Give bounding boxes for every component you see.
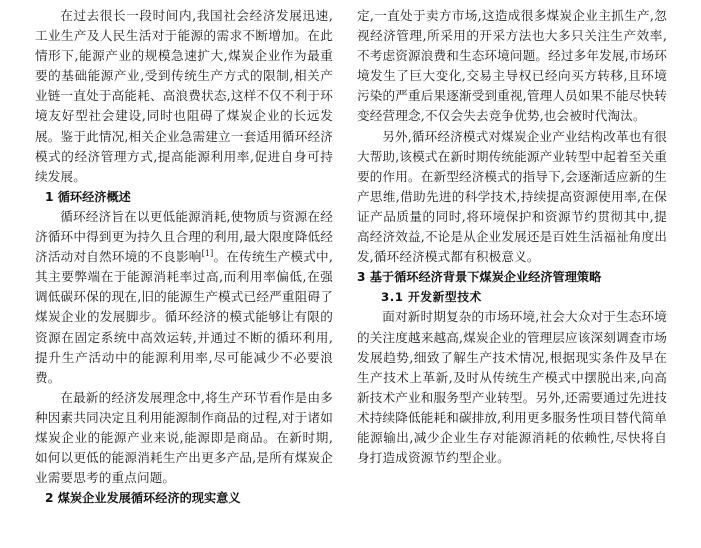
right-column [357, 6, 667, 468]
economic-concept-paragraph: 在最新的经济发展理念中,将生产环节看作是由多种因素共同决定且利用能源制作商品的过程,对于诸如煤炭企业的能源产业来说,能源即是商品。在新时期,如何以更低的能源消耗生产出更多产品,是所有煤炭企业需要思考的重点问题。 [35, 389, 333, 486]
section-heading-3: 3 基于循环经济背景下煤炭企业经济管理策略 [357, 270, 602, 285]
paragraph-text-part: 。在传统生产模式中,其主要弊端在于能源消耗率过高,而利用率偏低,在强调低碳环保的现在,旧的能源生产模式已经严重阻碍了煤炭企业的发展脚步。循环经济的模式能够让有限的资源在固定系统中高效运转,并通过不断的循环利用,提升生产活动中的能源利用率,尽可能减少不必要浪费。 [35, 249, 333, 385]
circular-economy-paragraph [35, 207, 333, 388]
intro-paragraph: 在过去很长一段时间内,我国社会经济发展迅速,工业生产及人民生活对于能源的需求不断增加。在此情形下,能源产业的规模急速扩大,煤炭企业作为最重要的基础能源产业,受到传统生产方式的限制,相关产业链一直处于高能耗、高浪费状态,这样不仅不利于环境友好型社会建设,同时也阻碍了煤炭企业的长远发展。鉴于此情况,相关企业急需建立一套适用循环经济模式的经济管理方式,提高能源利用率,促进自身可持续发展。 [35, 8, 333, 184]
left-column [35, 6, 333, 508]
citation-ref: [1] [201, 248, 214, 258]
new-technology-paragraph: 面对新时期复杂的市场环境,社会大众对于生态环境的关注度越来越高,煤炭企业的管理层应该深刻调查市场发展趋势,细致了解生产技术情况,根据现实条件及早在生产技术上革新,及时从传统生产模式中摆脱出来,向高新技术产业和服务型产业转型。另外,还需要通过先进技术持续降低能耗和碳排放,利用更多服务性项目替代简单能源输出,减少企业生存对能源消耗的依赖性,尽快将自身打造成资源节约型企业。 [357, 309, 668, 466]
section-heading-2: 2 煤炭企业发展循环经济的现实意义 [45, 491, 241, 506]
industry-structure-paragraph: 另外,循环经济模式对煤炭企业产业结构改革也有很大帮助,该模式在新时期传统能源产业转型中起着至关重要的作用。在新型经济模式的指导下,会逐渐适应新的生产思维,借助先进的科学技术,持续提高资源使用率,在保证产品质量的同时,将环境保护和资源节约贯彻其中,提高经济效益,不论是从企业发展还是百姓生活福祉角度出发,循环经济模式都有积极意义。 [357, 128, 668, 265]
continued-paragraph: 定,一直处于卖方市场,这造成很多煤炭企业主抓生产,忽视经济管理,所采用的开采方法也大多只关注生产效率,不考虑资源浪费和生态环境问题。经过多年发展,市场环境发生了巨大变化,交易主导权已经向买方转移,且环境污染的严重后果逐渐受到重视,管理人员如果不能尽快转变经营理念,不仅会失去竞争优势,也会被时代淘汰。 [357, 8, 668, 124]
section-heading-1: 1 循环经济概述 [45, 189, 131, 204]
paragraph-text-part: 循环经济旨在以更低能源消耗,使物质与资源在经济循环中得到更为持久且合理的利用,最大限度降低经济活动对自然环境的不良影响 [35, 208, 333, 265]
subsection-heading-3-1: 3.1 开发新型技术 [381, 290, 482, 305]
